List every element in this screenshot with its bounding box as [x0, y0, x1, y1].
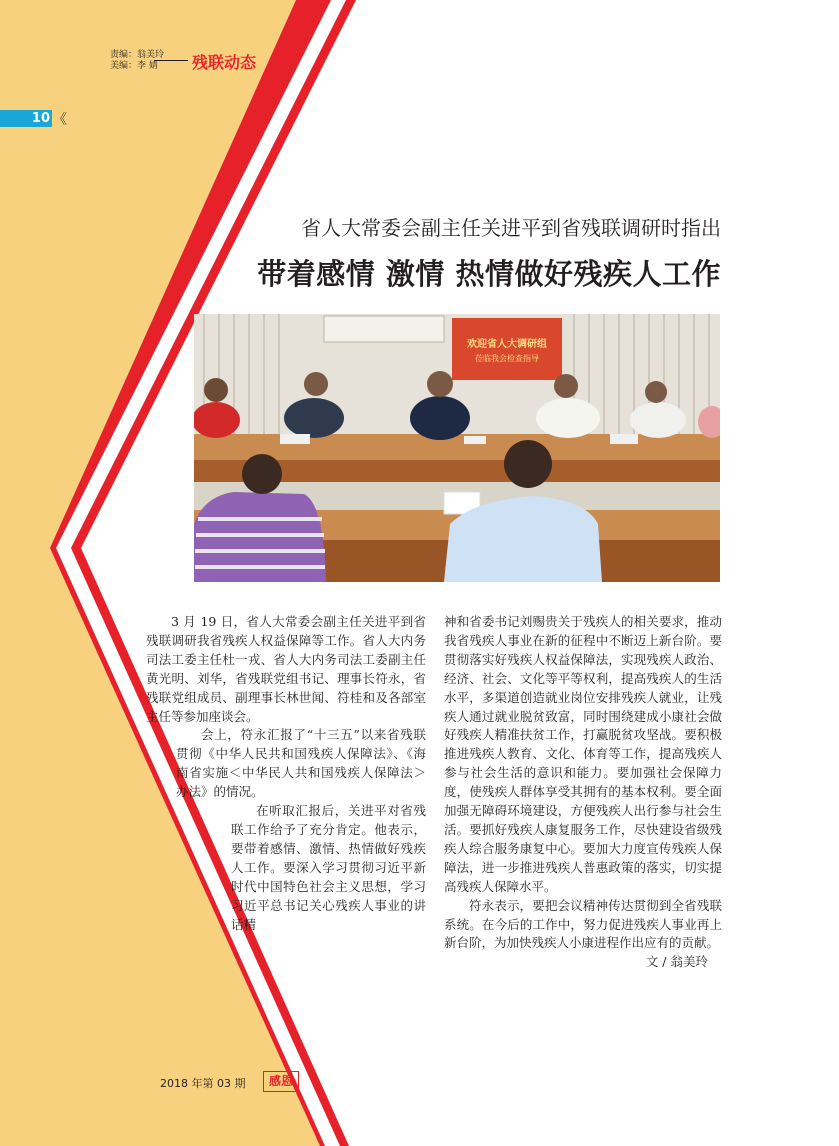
text-line: 作，打赢脱贫攻坚战。要积极推进残疾人教育、	[444, 727, 722, 762]
left-para-3	[231, 802, 426, 934]
author-credit: 文 / 翁美玲	[645, 954, 708, 970]
text-line: 障碍环境建设，方便残疾人出行参与社会生活。	[444, 803, 722, 837]
text-line: 同时围绕建成小康社会做好残疾人精准扶贫工	[444, 708, 722, 743]
text-line: 世闻、符桂和及各部室主任等参加座谈会。	[146, 689, 426, 724]
left-para-1	[146, 613, 426, 726]
text-line: 符永表示，要把会议精神传达贯彻到全省	[469, 897, 697, 913]
text-line: 提高残疾人的生活水平，多渠道创造就业岗位	[444, 670, 722, 705]
page-number: 10	[0, 110, 52, 127]
meeting-photo	[194, 314, 720, 582]
text-line: 理事长符永，省残联党组成员、副理事长林	[146, 670, 426, 705]
text-line: 在听取汇报后，关进平对	[256, 803, 401, 819]
right-column	[444, 613, 722, 972]
editor-line: 责编：翁美玲	[110, 50, 165, 60]
text-line: 人事业的讲话精	[231, 897, 426, 932]
text-line: 情况。	[226, 784, 264, 800]
banner-line-2: 莅临我会检查指导	[475, 354, 539, 363]
text-line: 省残联工作给予了充分肯定。	[231, 803, 426, 837]
text-line: 到省残联调研我省残疾人权益保障等工作。省	[146, 614, 426, 648]
text-line: 人共和国残疾人保障法＞办法》的	[176, 765, 426, 800]
text-line: 残疾人政治、经济、社会、文化等平等权利，	[444, 651, 722, 686]
text-line: 他表示，要带着感情、激情、	[231, 821, 426, 856]
text-line: 法工委副主任黄光明、刘华，省残联党组书记、	[146, 651, 426, 686]
text-line: 切实提高残疾人保障水平。	[444, 859, 722, 894]
text-line: 神和省委书记刘赐贵关于残疾人的相关要求，	[444, 614, 697, 629]
text-line: 3 月 19 日，省人大常委会副主任关进平	[171, 614, 401, 629]
text-line: 人群体享受其拥有的基本权利。要全面加强无	[444, 784, 722, 819]
text-line: 会上，符永汇报了“十三五”以来	[201, 727, 388, 743]
text-line: 台阶。要贯彻落实好残疾人权益保障法，实现	[444, 632, 722, 667]
right-para-1	[444, 613, 722, 897]
text-line: 保障法》、《海南省实施＜中华民	[176, 746, 426, 781]
calligraphy-scroll	[324, 316, 444, 342]
header-rule	[154, 60, 188, 61]
right-para-2	[444, 897, 722, 970]
text-line: 的意识和能力。要加强社会保障力度，使残疾	[444, 765, 722, 800]
text-line: 推动我省残疾人事业在新的征程中不断迈上新	[444, 614, 722, 648]
page-arrows: 《	[53, 112, 67, 128]
magazine-logo: 感恩	[263, 1071, 299, 1092]
text-line: 热情做好残疾人工作。要	[231, 840, 426, 875]
text-line: 深入学习贯彻习近平新	[296, 859, 426, 875]
left-para-2	[176, 726, 426, 802]
text-line: 要抓好残疾人康复服务工作，尽快建设省级残	[469, 821, 722, 837]
text-line: 残联系统。在今后的工作中，努力促进残疾人	[444, 897, 722, 932]
text-line: 时代中国特色社会主	[231, 878, 349, 894]
issue-label: 2018 年第 03 期	[160, 1077, 246, 1090]
article-headline: 带着感情 激情 热情做好残疾人工作	[257, 257, 721, 291]
editors-credit	[110, 50, 164, 72]
text-line: 省残联贯彻《中华人民共和国残疾人	[176, 727, 426, 762]
text-line: 人保障法，进一步推进残疾人普惠政策的落实，	[444, 840, 722, 875]
text-line: 事业再上新台阶，为加快残疾人小康进程作出	[444, 916, 722, 951]
text-line: 安排残疾人就业，让残疾人通过就业脱贫致富，	[444, 689, 722, 724]
text-line: 平总书记关心残疾	[257, 897, 362, 913]
text-line: 义思想，学习习近	[231, 878, 426, 913]
text-line: 文化、体育等工作，提高残疾人参与社会生活	[444, 746, 722, 781]
section-title: 残联动态	[192, 53, 257, 72]
text-line: 应有的贡献。	[644, 935, 720, 951]
banner-line-1: 欢迎省人大调研组	[467, 339, 547, 350]
left-column	[146, 613, 426, 934]
article-subtitle: 省人大常委会副主任关进平到省残联调研时指出	[301, 216, 721, 240]
text-line: 人大内务司法工委主任杜一戎、省人大内务司	[146, 632, 426, 667]
text-line: 疾人综合服务康复中心。要加大力度宣传残疾	[444, 840, 697, 856]
designer-line: 美编：李 婧	[110, 61, 158, 71]
